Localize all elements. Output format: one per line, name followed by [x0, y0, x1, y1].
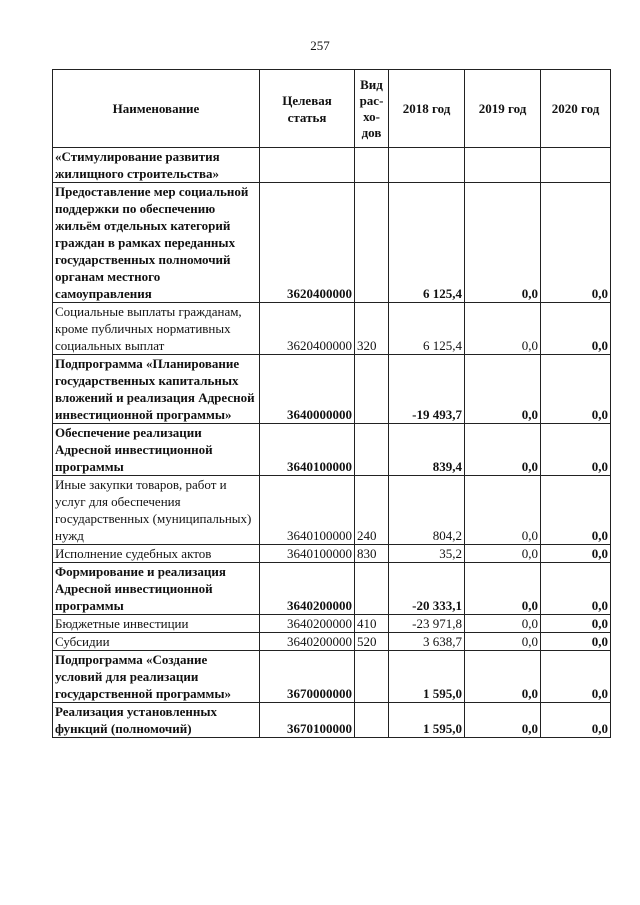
row-2019: 0,0 [465, 563, 541, 615]
row-vid: 320 [355, 303, 389, 355]
page-number: 257 [310, 38, 330, 53]
row-vid [355, 563, 389, 615]
row-2018: -23 971,8 [389, 615, 465, 633]
row-code: 3640100000 [260, 476, 355, 545]
row-name: Социальные выплаты гражданам, кроме публичных нормативных социальных выплат [53, 303, 260, 355]
row-name: Предоставление мер социальной поддержки по обеспечению жильём отдельных категорий граждан в рамках переданных государственных полномочий органам местного самоуправления [53, 183, 260, 303]
row-2019: 0,0 [465, 476, 541, 545]
row-code: 3640000000 [260, 355, 355, 424]
row-2018: 804,2 [389, 476, 465, 545]
row-2020: 0,0 [541, 545, 611, 563]
table-row [53, 303, 611, 355]
table-header-row [53, 70, 611, 148]
table-row [53, 703, 611, 738]
row-2019: 0,0 [465, 703, 541, 738]
row-2020: 0,0 [541, 703, 611, 738]
header-2020: 2020 год [541, 70, 611, 148]
row-2020: 0,0 [541, 563, 611, 615]
row-2018: 6 125,4 [389, 183, 465, 303]
row-2019: 0,0 [465, 651, 541, 703]
row-code: 3620400000 [260, 183, 355, 303]
table-row [53, 545, 611, 563]
row-2020: 0,0 [541, 615, 611, 633]
row-vid [355, 651, 389, 703]
row-code: 3620400000 [260, 303, 355, 355]
row-vid: 240 [355, 476, 389, 545]
row-vid: 410 [355, 615, 389, 633]
row-vid [355, 148, 389, 183]
row-2019: 0,0 [465, 424, 541, 476]
row-code: 3640200000 [260, 563, 355, 615]
row-2018: 35,2 [389, 545, 465, 563]
row-name: Подпрограмма «Планирование государственных капитальных вложений и реализация Адресной инвестиционной программы» [53, 355, 260, 424]
row-name: Обеспечение реализации Адресной инвестиционной программы [53, 424, 260, 476]
row-2019: 0,0 [465, 633, 541, 651]
row-2020: 0,0 [541, 424, 611, 476]
header-name: Наименование [53, 70, 260, 148]
row-vid [355, 424, 389, 476]
row-2020: 0,0 [541, 183, 611, 303]
row-name: Иные закупки товаров, работ и услуг для обеспечения государственных (муниципальных) нужд [53, 476, 260, 545]
row-vid: 520 [355, 633, 389, 651]
row-2019: 0,0 [465, 183, 541, 303]
table-row [53, 615, 611, 633]
row-2020 [541, 148, 611, 183]
row-code: 3640200000 [260, 615, 355, 633]
row-code: 3670100000 [260, 703, 355, 738]
table-row [53, 148, 611, 183]
row-name: Субсидии [53, 633, 260, 651]
row-2019: 0,0 [465, 355, 541, 424]
row-2019: 0,0 [465, 545, 541, 563]
table-row [53, 633, 611, 651]
row-name: Подпрограмма «Создание условий для реализации государственной программы» [53, 651, 260, 703]
row-2019 [465, 148, 541, 183]
row-code: 3670000000 [260, 651, 355, 703]
row-name: «Стимулирование развития жилищного строительства» [53, 148, 260, 183]
row-2018: -19 493,7 [389, 355, 465, 424]
table-row [53, 183, 611, 303]
row-name: Реализация установленных функций (полномочий) [53, 703, 260, 738]
row-code [260, 148, 355, 183]
header-2019: 2019 год [465, 70, 541, 148]
table-row [53, 476, 611, 545]
row-2018: -20 333,1 [389, 563, 465, 615]
row-2018: 1 595,0 [389, 703, 465, 738]
row-name: Исполнение судебных актов [53, 545, 260, 563]
row-code: 3640100000 [260, 545, 355, 563]
table-row [53, 563, 611, 615]
row-2018: 6 125,4 [389, 303, 465, 355]
table-row [53, 651, 611, 703]
row-2018 [389, 148, 465, 183]
row-2020: 0,0 [541, 633, 611, 651]
row-vid: 830 [355, 545, 389, 563]
header-code: Целевая статья [260, 70, 355, 148]
row-2018: 839,4 [389, 424, 465, 476]
row-vid [355, 703, 389, 738]
row-2020: 0,0 [541, 303, 611, 355]
row-code: 3640200000 [260, 633, 355, 651]
row-2018: 1 595,0 [389, 651, 465, 703]
row-2020: 0,0 [541, 355, 611, 424]
row-code: 3640100000 [260, 424, 355, 476]
row-name: Формирование и реализация Адресной инвестиционной программы [53, 563, 260, 615]
table-row [53, 355, 611, 424]
row-2019: 0,0 [465, 615, 541, 633]
budget-table [52, 69, 611, 738]
header-2018: 2018 год [389, 70, 465, 148]
row-name: Бюджетные инвестиции [53, 615, 260, 633]
row-2020: 0,0 [541, 651, 611, 703]
row-2019: 0,0 [465, 303, 541, 355]
row-2018: 3 638,7 [389, 633, 465, 651]
row-2020: 0,0 [541, 476, 611, 545]
table-row [53, 424, 611, 476]
row-vid [355, 183, 389, 303]
row-vid [355, 355, 389, 424]
header-vid: Вид рас- хо- дов [355, 70, 389, 148]
